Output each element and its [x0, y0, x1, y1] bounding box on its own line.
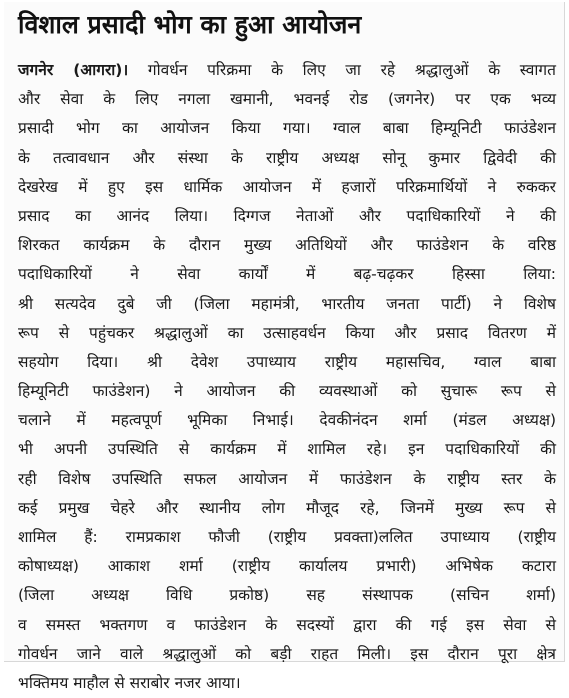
article-line: रूप से पहुंचकर श्रद्धालुओं का उत्साहवर्धन किया और प्रसाद वितरण में	[18, 323, 556, 342]
article-line: कई प्रमुख चेहरे और स्थानीय लोग मौजूद रहे, जिनमें मुख्य रूप से	[18, 498, 556, 517]
article-line: सहयोग दिया। श्री देवेश उपाध्याय राष्ट्रीय महासचिव, ग्वाल बाबा	[18, 352, 556, 371]
article-line: चलाने में महत्वपूर्ण भूमिका निभाई। देवकीनंदन शर्मा (मंडल अध्यक्ष)	[18, 411, 556, 430]
article-line: शामिल हैं: रामप्रकाश फौजी (राष्ट्रीय प्रवक्ता)ललित उपाध्याय (राष्ट्रीय	[18, 528, 556, 546]
article-line: और सेवा के लिए नगला खमानी, भवनई रोड (जगनेर) पर एक भव्य	[18, 90, 556, 109]
article-line: पदाधिकारियों ने सेवा कार्यों में बढ़-चढ़कर हिस्सा लिया:	[18, 265, 556, 284]
article-line: रही विशेष उपस्थिति सफल आयोजन में फाउंडेशन के राष्ट्रीय स्तर के	[18, 469, 556, 488]
article-line: गोवर्धन जाने वाले श्रद्धालुओं को बड़ी राहत मिली। इस दौरान पूरा क्षेत्र	[18, 644, 556, 663]
article-line: श्री सत्यदेव दुबे जी (जिला महामंत्री, भारतीय जनता पार्टी) ने विशेष	[18, 294, 556, 313]
headline: विशाल प्रसादी भोग का हुआ आयोजन	[18, 10, 362, 39]
article-line: प्रसाद का आनंद लिया। दिग्गज नेताओं और पदाधिकारियों ने की	[18, 206, 556, 225]
article-line: प्रसादी भोग का आयोजन किया गया। ग्वाल बाबा हिम्यूनिटी फाउंडेशन	[18, 119, 556, 138]
article-line: के तत्वावधान और संस्था के राष्ट्रीय अध्यक्ष सोनू कुमार द्विवेदी की	[18, 148, 556, 167]
article-line: हिम्यूनिटी फाउंडेशन) ने आयोजन की व्यवस्थाओं को सुचारू रूप से	[18, 382, 556, 401]
article-line: भक्तिमय माहौल से सराबोर नजर आया।	[18, 673, 241, 692]
article-line: देखरेख में हुए इस धार्मिक आयोजन में हजारों परिक्रमार्थियों ने रुककर	[18, 177, 556, 196]
article-line: कोषाध्यक्ष) आकाश शर्मा (राष्ट्रीय कार्यालय प्रभारी) अभिषेक कटारा	[18, 557, 556, 576]
dateline: जगनेर (आगरा)।	[18, 61, 129, 79]
article-body	[4, 46, 564, 698]
article-line	[18, 56, 556, 85]
article-line: (जिला अध्यक्ष विधि प्रकोष्ठ) सह संस्थापक (सचिन शर्मा)	[18, 586, 556, 605]
article-line: व समस्त भक्तगण व फाउंडेशन के सदस्यों द्वारा की गई इस सेवा से	[18, 615, 556, 634]
article-line-text: गोवर्धन परिक्रमा के लिए जा रहे श्रद्धालुओं के स्वागत	[128, 61, 556, 79]
news-clipping	[4, 2, 565, 692]
article-line: भी अपनी उपस्थिति से कार्यक्रम में शामिल रहे। इन पदाधिकारियों की	[18, 440, 556, 459]
article-line: शिरकत कार्यक्रम के दौरान मुख्य अतिथियों और फाउंडेशन के वरिष्ठ	[18, 236, 556, 255]
